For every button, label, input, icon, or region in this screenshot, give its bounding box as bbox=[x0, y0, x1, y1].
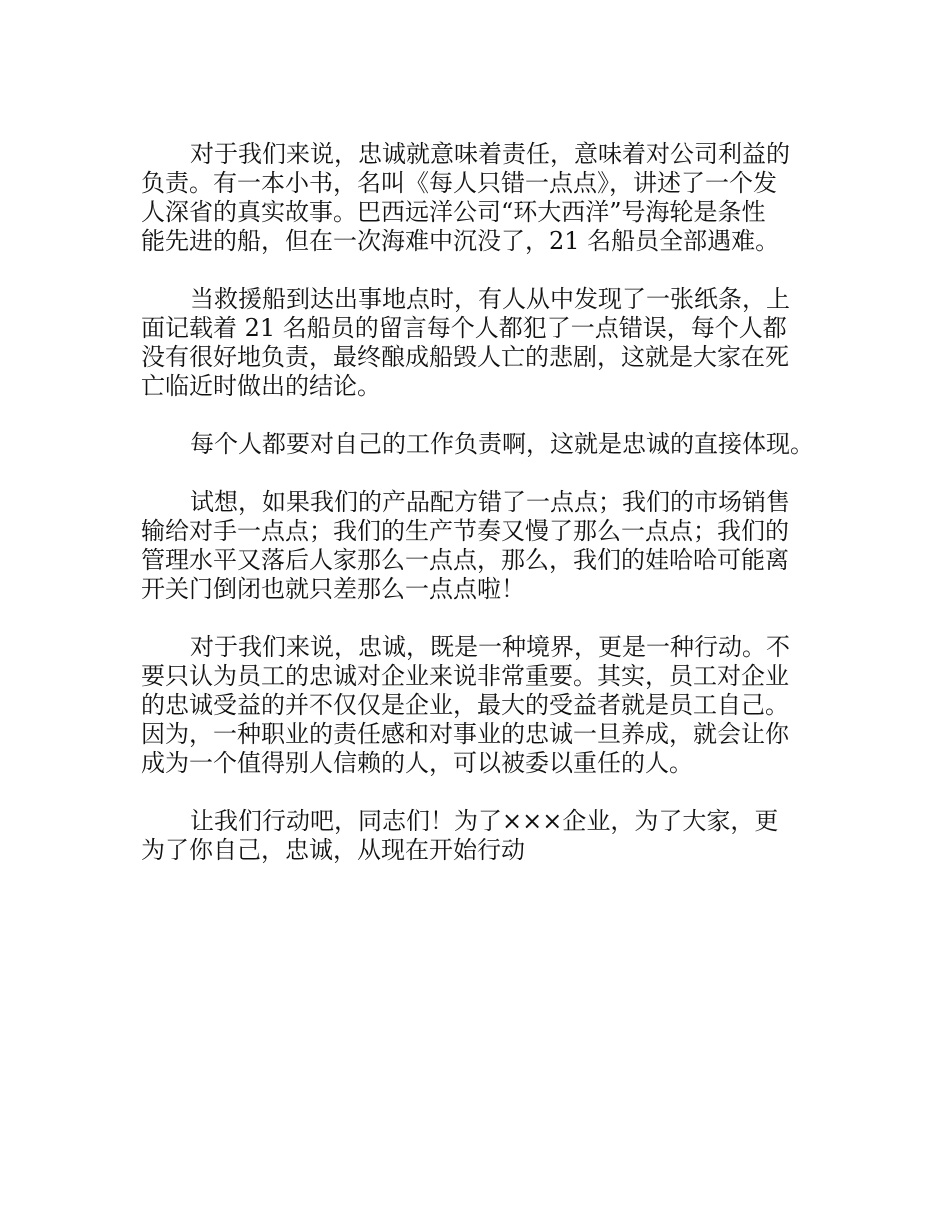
text-line: 因为，一种职业的责任感和对事业的忠诚一旦养成，就会让你 bbox=[141, 720, 789, 748]
text-line: 输给对手一点点；我们的生产节奏又慢了那么一点点；我们的 bbox=[141, 517, 789, 545]
text-line: 面记载着 21 名船员的留言每个人都犯了一点错误，每个人都 bbox=[141, 314, 787, 342]
text-line: 管理水平又落后人家那么一点点，那么，我们的娃哈哈可能离 bbox=[141, 546, 789, 574]
text-line: 对于我们来说，忠诚就意味着责任，意味着对公司利益的 bbox=[190, 140, 790, 168]
document-body bbox=[141, 140, 831, 894]
paragraph-1 bbox=[141, 140, 831, 256]
text-line: 成为一个值得别人信赖的人，可以被委以重任的人。 bbox=[141, 749, 693, 777]
text-line: 要只认为员工的忠诚对企业来说非常重要。其实，员工对企业 bbox=[141, 662, 789, 690]
text-line: 亡临近时做出的结论。 bbox=[141, 372, 381, 400]
paragraph-5 bbox=[141, 633, 831, 778]
paragraph-2 bbox=[141, 285, 831, 401]
text-line: 让我们行动吧，同志们！为了×××企业，为了大家，更 bbox=[190, 807, 779, 835]
text-line: 每个人都要对自己的工作负责啊，这就是忠诚的直接体现。 bbox=[190, 430, 814, 458]
text-line: 的忠诚受益的并不仅仅是企业，最大的受益者就是员工自己。 bbox=[141, 691, 789, 719]
text-line: 对于我们来说，忠诚，既是一种境界，更是一种行动。不 bbox=[190, 633, 790, 661]
text-line: 能先进的船，但在一次海难中沉没了，21 名船员全部遇难。 bbox=[141, 227, 780, 255]
paragraph-3 bbox=[141, 430, 831, 459]
paragraph-6 bbox=[141, 807, 831, 865]
text-line: 负责。有一本小书，名叫《每人只错一点点》，讲述了一个发 bbox=[141, 169, 777, 197]
text-line: 试想，如果我们的产品配方错了一点点；我们的市场销售 bbox=[190, 488, 790, 516]
text-line: 开关门倒闭也就只差那么一点点啦！ bbox=[141, 575, 525, 603]
text-line: 没有很好地负责，最终酿成船毁人亡的悲剧，这就是大家在死 bbox=[141, 343, 789, 371]
paragraph-4 bbox=[141, 488, 831, 604]
text-line: 为了你自己，忠诚，从现在开始行动 bbox=[141, 836, 525, 864]
text-line: 当救援船到达出事地点时，有人从中发现了一张纸条，上 bbox=[190, 285, 790, 313]
text-line: 人深省的真实故事。巴西远洋公司“环大西洋”号海轮是条性 bbox=[141, 198, 766, 226]
